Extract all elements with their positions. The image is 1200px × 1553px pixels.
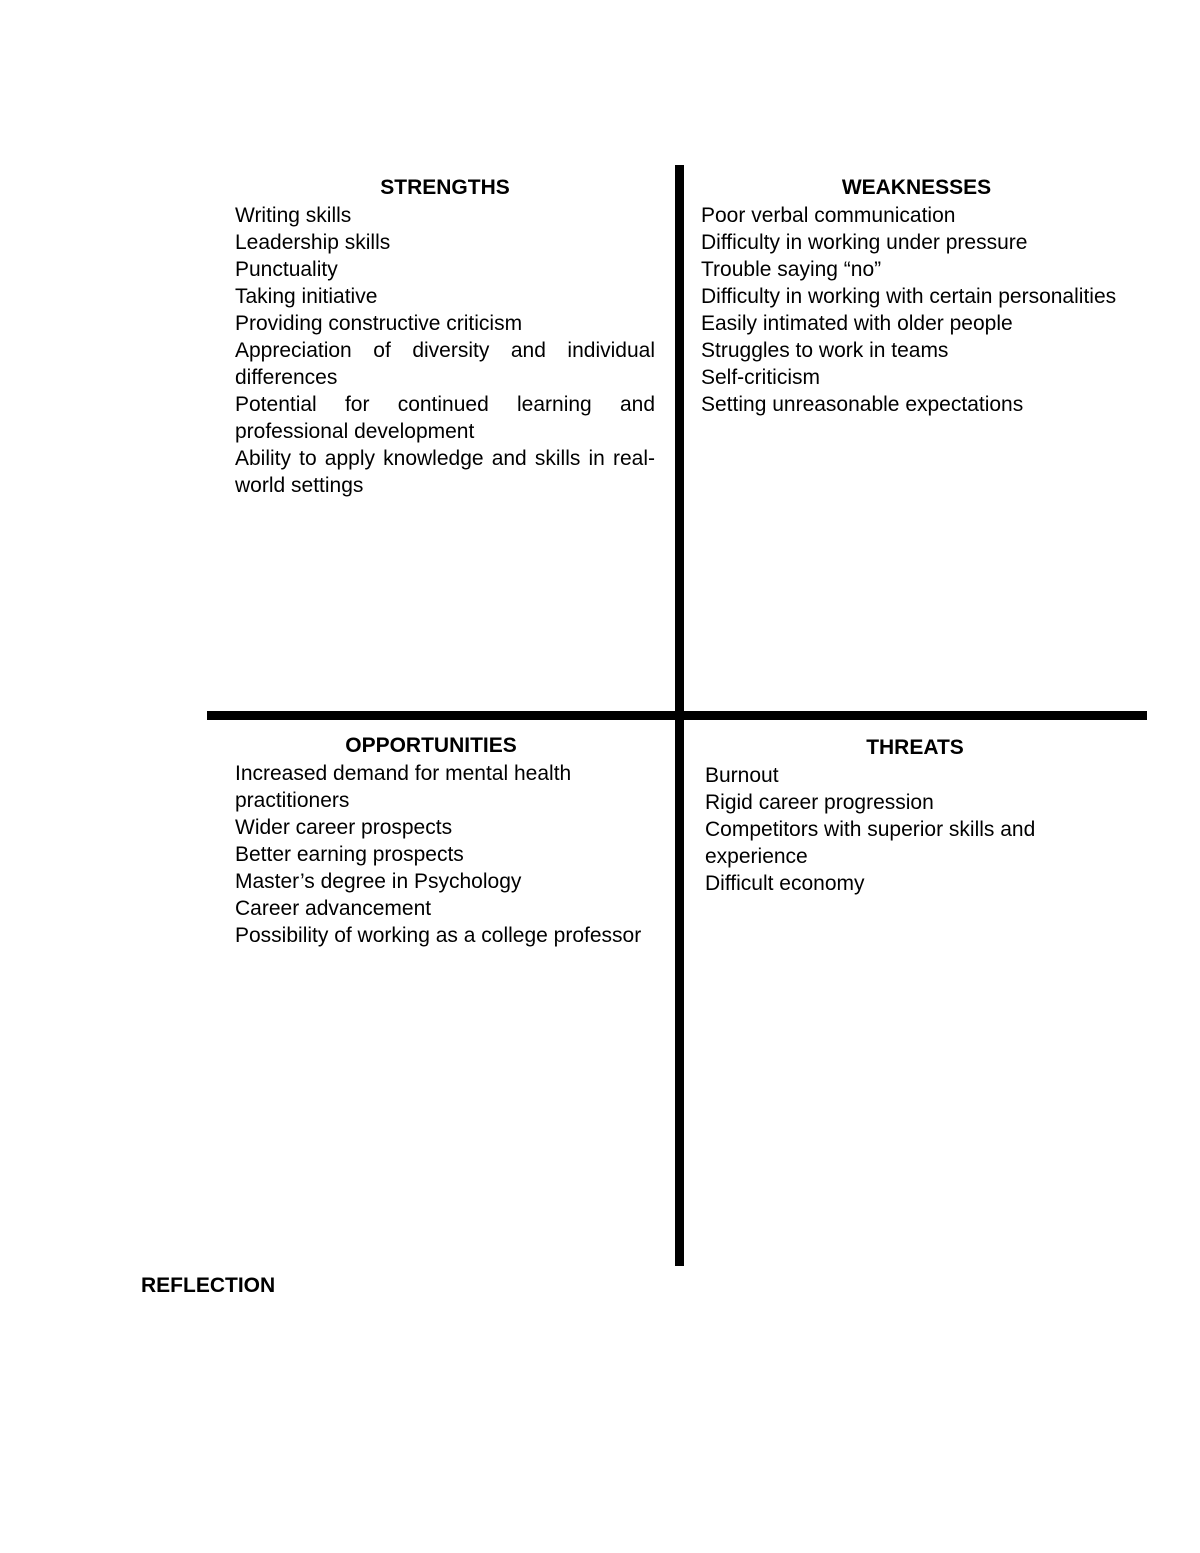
weaknesses-list <box>701 202 1132 418</box>
swot-horizontal-divider <box>207 711 1147 720</box>
strengths-item: Providing constructive criticism <box>235 312 523 335</box>
opportunities-item: Possibility of working as a college professor <box>235 924 642 947</box>
opportunities-list <box>235 760 655 949</box>
weaknesses-item: Trouble saying “no” <box>701 258 882 281</box>
threats-title: THREATS <box>866 736 964 759</box>
opportunities-item: Increased demand for mental health practitioners <box>235 762 572 812</box>
threats-item: Rigid career progression <box>705 791 934 814</box>
strengths-quadrant <box>235 174 655 499</box>
threats-list <box>705 762 1125 897</box>
reflection-heading: REFLECTION <box>141 1274 276 1297</box>
strengths-item: Ability to apply knowledge and skills in real-world settings <box>235 447 655 497</box>
opportunities-item: Wider career prospects <box>235 816 453 839</box>
strengths-item: Leadership skills <box>235 231 391 254</box>
strengths-item: Potential for continued learning and professional development <box>235 393 655 443</box>
weaknesses-item: Self-criticism <box>701 366 820 389</box>
threats-item: Competitors with superior skills and experience <box>705 818 1036 868</box>
opportunities-item: Better earning prospects <box>235 843 464 866</box>
opportunities-item: Master’s degree in Psychology <box>235 870 522 893</box>
weaknesses-item: Struggles to work in teams <box>701 339 949 362</box>
weaknesses-item: Setting unreasonable expectations <box>701 393 1024 416</box>
strengths-item: Taking initiative <box>235 285 378 308</box>
threats-item: Burnout <box>705 764 779 787</box>
strengths-list <box>235 202 655 499</box>
threats-item: Difficult economy <box>705 872 865 895</box>
strengths-title: STRENGTHS <box>380 176 510 199</box>
weaknesses-item: Difficulty in working with certain personalities <box>701 285 1117 308</box>
strengths-item: Appreciation of diversity and individual differences <box>235 339 655 389</box>
opportunities-quadrant <box>235 732 655 949</box>
strengths-item: Writing skills <box>235 204 352 227</box>
weaknesses-quadrant <box>701 174 1132 418</box>
weaknesses-item: Difficulty in working under pressure <box>701 231 1028 254</box>
opportunities-title: OPPORTUNITIES <box>345 734 517 757</box>
threats-quadrant <box>705 734 1125 897</box>
weaknesses-title: WEAKNESSES <box>841 176 992 199</box>
opportunities-item: Career advancement <box>235 897 432 920</box>
weaknesses-item: Poor verbal communication <box>701 204 956 227</box>
strengths-item: Punctuality <box>235 258 338 281</box>
weaknesses-item: Easily intimated with older people <box>701 312 1013 335</box>
